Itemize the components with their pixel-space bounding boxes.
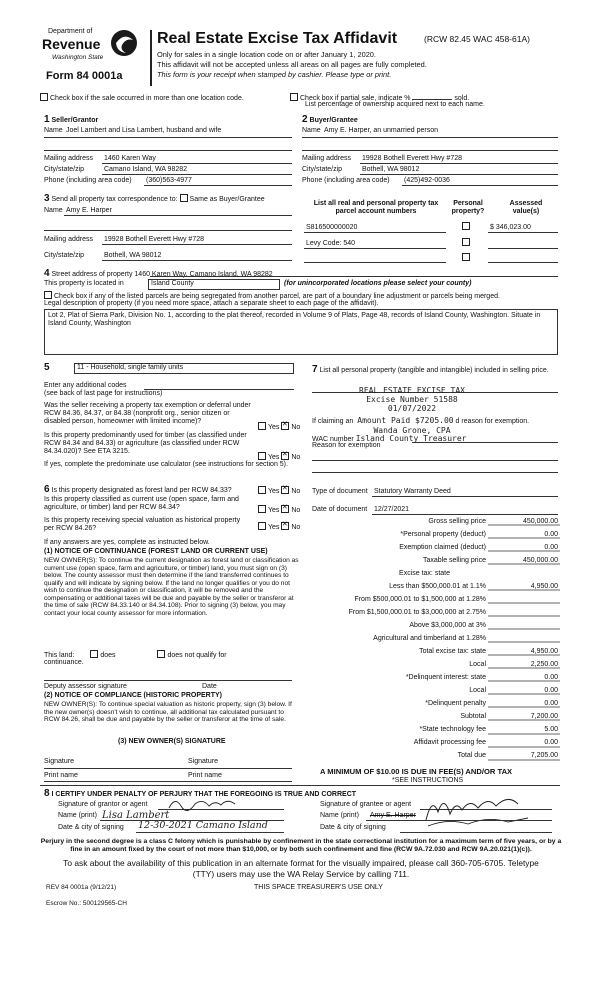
claiming-label: If claiming an Amount Paid $7205.00 d reason for exemption. — [312, 416, 530, 425]
q5-note: If yes, complete the predominate use calculator (see instructions for section 5). — [44, 461, 288, 468]
rule — [372, 496, 558, 497]
this-land: This land: does does not qualify for — [44, 652, 227, 659]
deputy-date-label: Date — [202, 683, 217, 690]
correspondence-heading: 3 Send all property tax correspondence to: Same as Buyer/Grantee — [44, 193, 265, 204]
rule — [44, 768, 292, 769]
legal-description: Lot 2, Plat of Sierra Park, Division No. 1, according to the plat thereof, recorded in Volume 9 of Plats, Page 48, records of Island County, Washington. Situate in Island County, Washington — [48, 312, 541, 328]
personal-label: *Personal property (deduct) — [400, 531, 486, 538]
seller-mail-label: Mailing address — [44, 155, 94, 162]
rule — [488, 262, 558, 263]
tech-fee-value[interactable]: 5.00 — [544, 726, 558, 733]
land-use-select[interactable]: 11 - Household, single family units — [74, 363, 294, 374]
stamp-amount: Amount Paid $7205.00 — [357, 416, 454, 425]
reason-label: Reason for exemption — [312, 442, 381, 449]
buyer-phone-field[interactable]: (425)492-0036 — [404, 177, 450, 184]
rule — [64, 215, 292, 216]
buyer-name-label: Name — [302, 127, 321, 134]
multi-location-label: Check box if the sale occurred in more than one location code. — [50, 95, 244, 102]
property-address-field[interactable]: 1460 Karen Way, Camano Island, WA 98282 — [134, 271, 273, 278]
rule — [360, 174, 558, 175]
rule — [412, 442, 558, 443]
property-heading: 4 Street address of property 1460 Karen Way, Camano Island, WA 98282 — [44, 268, 273, 279]
codes-label: Enter any additional codes (see back of last page for instructions) — [44, 382, 163, 398]
rule — [402, 185, 558, 186]
personal-checkbox-2[interactable] — [462, 238, 470, 246]
new-owner-sig-title: (3) NEW OWNER(S) SIGNATURE — [118, 738, 226, 745]
bracket4-label: Above $3,000,000 at 3% — [409, 622, 486, 629]
rule — [304, 262, 446, 263]
q6-current-use-answer[interactable]: Yes ✕ No — [258, 505, 300, 515]
rule — [102, 260, 292, 261]
header-line2: This affidavit will not be accepted unless all areas on all pages are fully completed. — [157, 60, 427, 69]
wac-label: WAC number Island County Treasurer — [312, 434, 467, 443]
seller-mail-field[interactable]: 1460 Karen Way — [104, 155, 156, 162]
segregated-checkbox[interactable]: Check box if any of the listed parcels are being segregated from another parcel, are part of a boundary line adjustment or parcels being merged. — [44, 291, 500, 301]
minimum-note: A MINIMUM OF $10.00 IS DUE IN FEE(S) AND/OR TAX — [320, 767, 513, 776]
buyer-mail-field[interactable]: 19928 Bothell Everett Hwy #728 — [362, 155, 463, 162]
rev-number: REV 84 0001a (9/12/21) — [46, 884, 117, 891]
grantor-date-label: Date & city of signing — [58, 824, 124, 831]
corr-mail-label: Mailing address — [44, 236, 94, 243]
form-citation: (RCW 82.45 WAC 458-61A) — [424, 34, 530, 44]
parcel-col-header: List all real and personal property tax parcel account numbers — [313, 200, 439, 216]
buyer-mail-label: Mailing address — [302, 155, 352, 162]
certify-line: 8 I CERTIFY UNDER PENALTY OF PERJURY THAT THE FOREGOING IS TRUE AND CORRECT — [44, 788, 357, 799]
local-value[interactable]: 2,250.00 — [530, 661, 558, 668]
delinquent-interest-local-label: Local — [469, 687, 486, 694]
partial-sale-note: List percentage of ownership acquired next to each name. — [305, 101, 485, 108]
gross-label: Gross selling price — [428, 518, 486, 525]
seller-name-field[interactable]: Joel Lambert and Lisa Lambert, husband and wife — [66, 127, 222, 134]
dor-logo — [40, 26, 144, 86]
taxable-value[interactable]: 450,000.00 — [522, 557, 558, 564]
rule — [102, 163, 292, 164]
q5-exemption-answer[interactable]: Yes ✕ No — [258, 422, 300, 432]
rule — [488, 232, 558, 233]
grantee-name-field[interactable]: Amy E. Harper — [370, 812, 416, 819]
header-line3: This form is your receipt when stamped by cashier. Please type or print. — [157, 70, 392, 79]
seller-heading: 1 Seller/Grantor — [44, 114, 99, 125]
exempt-label: Exemption claimed (deduct) — [399, 544, 486, 551]
section6-q1: 6 Is this property designated as forest land per RCW 84.33? — [44, 484, 232, 495]
notice2-body: NEW OWNER(S): To continue special valuation as historic property, sign (3) below. If the new owner(s) doesn't wish to continue, all additional tax calculated pursuant to RCW 84.26, shall be due and payable by the seller or transferor at the time of sale. — [44, 701, 292, 724]
section8-top-rule — [40, 785, 560, 786]
buyer-city-label: City/state/zip — [302, 166, 343, 173]
if-any: If any answers are yes, complete as instructed below. — [44, 539, 210, 546]
grantor-signature — [165, 794, 245, 812]
local-label: Local — [469, 661, 486, 668]
partial-percent-field[interactable] — [412, 99, 452, 100]
checkbox-icon[interactable] — [290, 93, 298, 101]
doc-type-label: Type of document — [312, 488, 368, 495]
bracket5-label: Agricultural and timberland at 1.28% — [373, 635, 486, 642]
wa-logo-icon — [108, 28, 140, 58]
located-note: (for unincorporated locations please select your county) — [284, 280, 472, 287]
rule — [302, 150, 558, 151]
bracket3-label: From $1,500,000.01 to $3,000,000 at 2.75% — [348, 609, 486, 616]
personal-col-header: Personal property? — [451, 200, 485, 216]
parcel-number-1[interactable]: S816500000020 — [306, 224, 358, 231]
rule — [44, 137, 292, 138]
multi-location-checkbox[interactable] — [40, 93, 244, 103]
rule — [312, 472, 558, 473]
doc-date-label: Date of document — [312, 506, 368, 513]
rule — [144, 185, 292, 186]
personal-checkbox-3[interactable] — [462, 253, 470, 261]
seller-phone-label: Phone (including area code) — [44, 177, 132, 184]
q6-historic-answer[interactable]: Yes ✕ No — [258, 522, 300, 532]
section6-q2: Is this property classified as current use (open space, farm and agriculture, or timber) land per RCW 84.34? — [44, 496, 239, 512]
perjury-notice: Perjury in the second degree is a class C felony which is punishable by confinement in the state correctional institution for a maximum term of five years, or by a fine in an amount fixed by the court of not more than $10,000, or by both such confinement and fine (RCW 9A.72.030 and RCW 9A.20.021(1)(c)). — [40, 838, 562, 853]
see-instructions: *SEE INSTRUCTIONS — [392, 777, 464, 784]
rule — [366, 820, 552, 821]
checkbox-icon[interactable] — [44, 291, 52, 299]
accessibility-notice: To ask about the availability of this publication in an alternate format for the visually impaired, please call 360-705-6705. Teletype (TTY) users may use the WA Relay Service by calling 711. — [63, 858, 539, 879]
seller-city-label: City/state/zip — [44, 166, 85, 173]
buyer-heading: 2 Buyer/Grantee — [302, 114, 358, 125]
located-label: This property is located in — [44, 280, 124, 287]
rule — [102, 174, 292, 175]
assessed-col-header: Assessed value(s) — [509, 200, 543, 216]
rule — [44, 150, 292, 151]
rule — [312, 460, 558, 461]
bracket2-label: From $500,000.01 to $1,500,000 at 1.28% — [354, 596, 486, 603]
q5-timber: Is this property predominantly used for timber (as classified under RCW 84.34 and 84.33) or agriculture (as classified under RCW 84.34.020)? See ETA 3215. — [44, 432, 247, 456]
dept-line2: Revenue — [42, 36, 101, 52]
continuance: continuance. — [44, 659, 84, 666]
notice2-title: (2) NOTICE OF COMPLIANCE (HISTORIC PROPERTY) — [44, 692, 222, 699]
grantor-sig-label: Signature of grantor or agent — [58, 801, 148, 808]
assessed-value-1[interactable]: $ 346,023.00 — [490, 224, 531, 231]
treasurer-use: THIS SPACE TREASURER'S USE ONLY — [254, 884, 383, 891]
rule — [302, 137, 558, 138]
rule — [360, 163, 558, 164]
levy-code[interactable]: Levy Code: 540 — [306, 240, 356, 247]
buyer-phone-label: Phone (including area code) — [302, 177, 390, 184]
county-select[interactable]: Island County — [148, 279, 280, 290]
grantor-date-field[interactable]: 12-30-2021 Camano Island — [138, 820, 268, 831]
stamp-treasurer: Island County Treasurer — [355, 434, 467, 443]
notice1-title: (1) NOTICE OF CONTINUANCE (FOREST LAND OR CURRENT USE) — [44, 548, 268, 555]
header-line1: Only for sales in a single location code on or after January 1, 2020. — [157, 50, 376, 59]
form-number: Form 84 0001a — [46, 70, 123, 82]
total-due-value[interactable]: 7,205.00 — [530, 752, 558, 759]
legal-description-box[interactable] — [44, 309, 558, 355]
sig-label-1: Signature — [44, 758, 74, 765]
q5-timber-answer[interactable]: Yes ✕ No — [258, 452, 300, 462]
seller-phone-field[interactable]: (360)563-4977 — [146, 177, 192, 184]
notice1-body: NEW OWNER(S): To continue the current designation as forest land or classification as current use (open space, farm and agriculture, or timber) land, you must sign on (3) below. The county assessor must then determine if the land transferred continues to qualify and will indicate by signing below. If the land no longer qualifies or you do not wish to continue the designation or classification, it will be removed and the compensating or additional taxes will be due and payable by the seller or transferor at the time of sale (RCW 84.33.140 or 84.34.108). Prior to signing (3) below, you may contact your local county assessor for more information. — [44, 557, 299, 618]
personal-checkbox-1[interactable] — [462, 222, 470, 230]
partial-sale-label: Check box if partial sale, indicate % — [300, 95, 411, 102]
doc-type-field[interactable]: Statutory Warranty Deed — [374, 488, 451, 495]
stamp-officer: Wanda Grone, CPA — [373, 426, 451, 435]
checkbox-icon[interactable] — [40, 93, 48, 101]
rule — [144, 389, 294, 390]
rule — [488, 248, 558, 249]
state-label: Excise tax: state — [399, 570, 450, 577]
total-state-label: Total excise tax: state — [419, 648, 486, 655]
bracket1-label: Less than $500,000.01 at 1.1% — [389, 583, 486, 590]
same-as-buyer-checkbox[interactable] — [180, 194, 188, 202]
grantee-sig-label: Signature of grantee or agent — [320, 801, 412, 808]
dept-line1: Department of — [48, 28, 93, 35]
corr-name-field[interactable]: Amy E. Harper — [66, 207, 112, 214]
doc-date-field[interactable]: 12/27/2021 — [374, 506, 410, 513]
section6-q3: Is this property receiving special valuation as historical property per RCW 84.26? — [44, 517, 241, 533]
rule — [304, 232, 446, 233]
does-not-checkbox[interactable] — [157, 650, 165, 658]
rule — [102, 244, 292, 245]
buyer-city-field[interactable]: Bothell, WA 98012 — [362, 166, 420, 173]
partial-sale-sold: sold. — [454, 95, 470, 102]
escrow-number: Escrow No.: 500129565-CH — [46, 900, 127, 907]
rule — [44, 230, 292, 231]
rule — [150, 276, 558, 277]
excise-stamp: REAL ESTATE EXCISE TAX Excise Number 51588 01/07/2022 — [359, 386, 465, 414]
q6-forest-answer[interactable]: Yes ✕ No — [258, 486, 300, 496]
legal-label: Legal description of property (if you need more space, attach a separate sheet to each page of the affidavit). — [44, 300, 379, 307]
seller-city-field[interactable]: Camano Island, WA 98282 — [104, 166, 188, 173]
tax-value-rules — [486, 512, 566, 772]
total-state-value[interactable]: 4,950.00 — [530, 648, 558, 655]
delinquent-penalty-label: *Delinquent penalty — [425, 700, 486, 707]
subtotal-value[interactable]: 7,200.00 — [530, 713, 558, 720]
corr-name-label: Name — [44, 207, 63, 214]
grantor-name-label: Name (print) — [58, 812, 97, 819]
q5-exemption: Was the seller receiving a property tax exemption or deferral under RCW 84.36, 84.37, or 84.38 (nonprofit org., senior citizen or disabled person, homeowner with limited income)? — [44, 402, 251, 426]
corr-mail-field[interactable]: 19928 Bothell Everett Hwy #728 — [104, 236, 205, 243]
gross-value[interactable]: 450,000.00 — [522, 518, 558, 525]
grantee-name-label: Name (print) — [320, 812, 359, 819]
affidavit-fee-label: Affidavit processing fee — [413, 739, 486, 746]
grantee-date-label: Date & city of signing — [320, 824, 386, 831]
buyer-name-field[interactable]: Amy E. Harper, an unmarried person — [324, 127, 438, 134]
dept-line3: Washington State — [52, 54, 104, 61]
delinquent-interest-state-value[interactable]: 0.00 — [544, 674, 558, 681]
tech-fee-label: *State technology fee — [419, 726, 486, 733]
rule — [44, 781, 292, 782]
bracket1-value[interactable]: 4,950.00 — [530, 583, 558, 590]
does-checkbox[interactable] — [90, 650, 98, 658]
print-name-1: Print name — [44, 772, 78, 779]
exempt-value[interactable]: 0.00 — [544, 544, 558, 551]
form-title: Real Estate Excise Tax Affidavit — [157, 30, 398, 47]
header-divider — [150, 30, 152, 86]
affidavit-fee-value[interactable]: 0.00 — [544, 739, 558, 746]
corr-city-field[interactable]: Bothell, WA 98012 — [104, 252, 162, 259]
grantor-name-field[interactable]: Lisa Lambert — [102, 810, 170, 821]
deputy-signature-label: Deputy assessor signature — [44, 683, 127, 690]
delinquent-penalty-value[interactable]: 0.00 — [544, 700, 558, 707]
taxable-label: Taxable selling price — [422, 557, 486, 564]
rule — [44, 680, 292, 681]
seller-name-label: Name — [44, 127, 63, 134]
sig-label-2: Signature — [188, 758, 218, 765]
corr-city-label: City/state/zip — [44, 252, 85, 259]
delinquent-interest-local-value[interactable]: 0.00 — [544, 687, 558, 694]
rule — [304, 248, 446, 249]
section7-text: 7 List all personal property (tangible and intangible) included in selling price. — [312, 364, 549, 375]
delinquent-interest-state-label: *Delinquent interest: state — [405, 674, 486, 681]
total-due-label: Total due — [457, 752, 486, 759]
section5-num: 5 — [44, 362, 50, 373]
grantee-signature — [418, 790, 538, 830]
personal-value[interactable]: 0.00 — [544, 531, 558, 538]
subtotal-label: Subtotal — [460, 713, 486, 720]
rule — [136, 832, 284, 833]
rule — [400, 832, 552, 833]
print-name-2: Print name — [188, 772, 222, 779]
